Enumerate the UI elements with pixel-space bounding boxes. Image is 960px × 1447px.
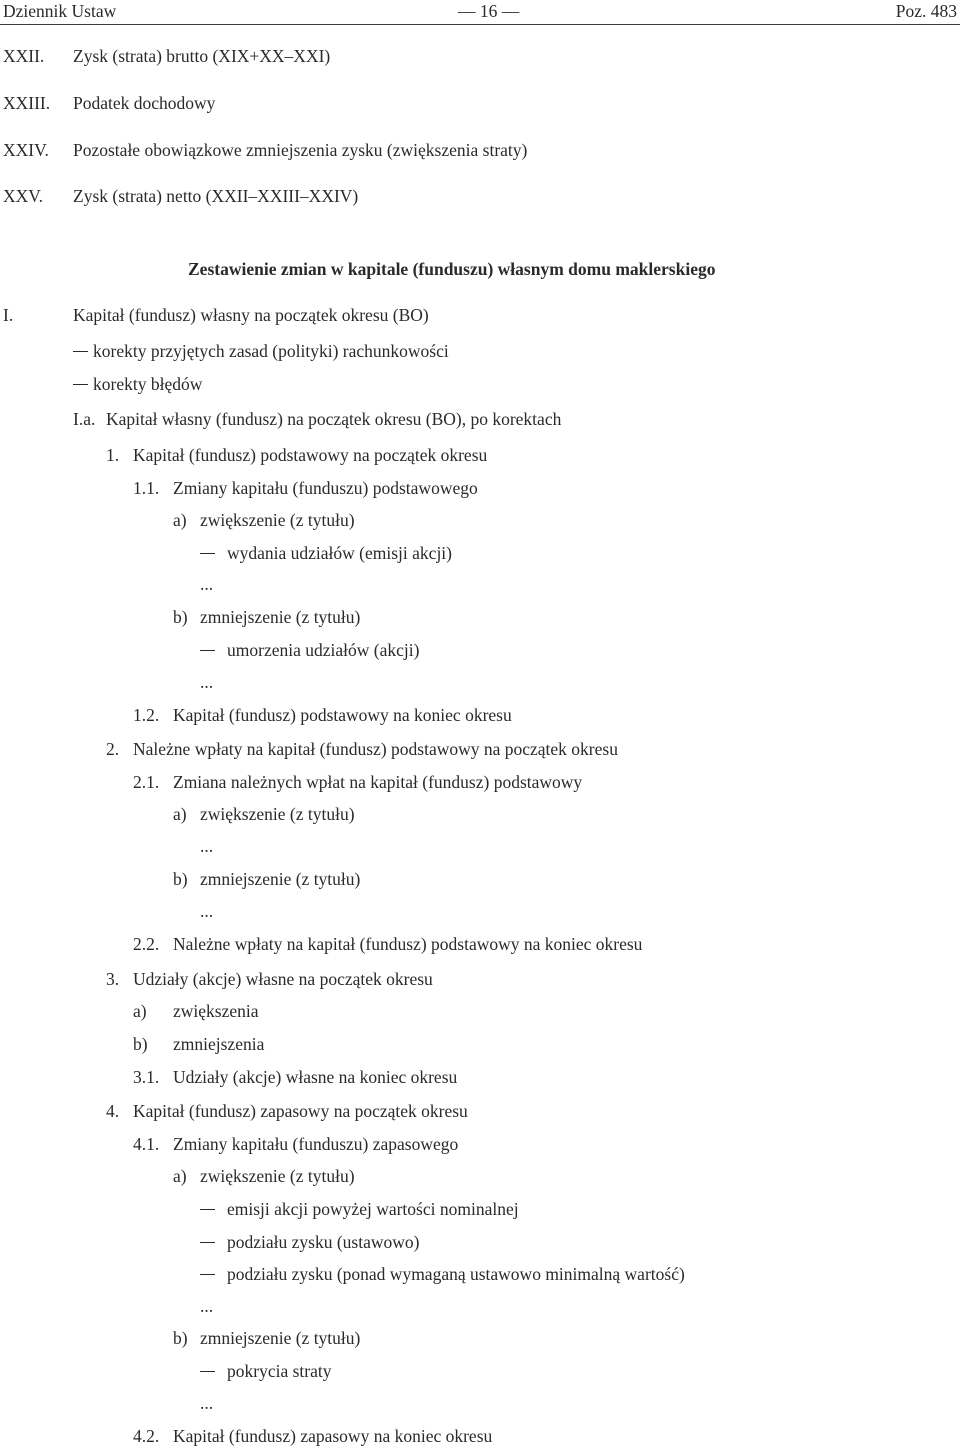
dash-bullet bbox=[200, 650, 215, 651]
row-text: Kapitał własny (fundusz) na początek okresu (BO), po korektach bbox=[106, 409, 562, 429]
row-number: 2.1. bbox=[133, 772, 160, 792]
row-number: 3.1. bbox=[133, 1067, 160, 1087]
row-text: umorzenia udziałów (akcji) bbox=[227, 640, 420, 660]
row-text: Kapitał (fundusz) zapasowy na koniec okresu bbox=[173, 1426, 493, 1446]
dash-bullet bbox=[200, 1242, 215, 1243]
row-text: zwiększenie (z tytułu) bbox=[200, 510, 355, 530]
row-number: 2. bbox=[106, 739, 120, 759]
row-text: Należne wpłaty na kapitał (fundusz) podstawowy na początek okresu bbox=[133, 739, 618, 759]
row-text: emisji akcji powyżej wartości nominalnej bbox=[227, 1199, 519, 1219]
item-number: XXV. bbox=[3, 186, 44, 206]
position-number: Poz. 483 bbox=[895, 1, 957, 21]
row-number: I. bbox=[3, 305, 14, 325]
row-number: a) bbox=[173, 510, 187, 530]
row-number: 3. bbox=[106, 969, 120, 989]
row-text: Zmiany kapitału (funduszu) zapasowego bbox=[173, 1134, 459, 1154]
row-number: 4.2. bbox=[133, 1426, 160, 1446]
dash-bullet bbox=[73, 351, 88, 352]
row-number: 1. bbox=[106, 445, 120, 465]
dash-bullet bbox=[200, 1371, 215, 1372]
item-text: Pozostałe obowiązkowe zmniejszenia zysku (zwiększenia straty) bbox=[73, 140, 528, 160]
row-text: Kapitał (fundusz) własny na początek okresu (BO) bbox=[73, 305, 429, 325]
row-text: Kapitał (fundusz) podstawowy na początek okresu bbox=[133, 445, 488, 465]
item-text: Zysk (strata) brutto (XIX+XX–XXI) bbox=[73, 46, 331, 66]
item-number: XXIV. bbox=[3, 140, 49, 160]
row-text: Kapitał (fundusz) zapasowy na początek okresu bbox=[133, 1101, 468, 1121]
row-text: zwiększenie (z tytułu) bbox=[200, 804, 355, 824]
item-number: XXII. bbox=[3, 46, 45, 66]
ellipsis: ... bbox=[200, 901, 214, 921]
row-number: I.a. bbox=[73, 409, 96, 429]
row-text: podziału zysku (ustawowo) bbox=[227, 1232, 420, 1252]
row-text: Udziały (akcje) własne na początek okresu bbox=[133, 969, 433, 989]
row-number: a) bbox=[133, 1001, 147, 1021]
row-number: 1.2. bbox=[133, 705, 160, 725]
ellipsis: ... bbox=[200, 836, 214, 856]
row-text: Kapitał (fundusz) podstawowy na koniec okresu bbox=[173, 705, 512, 725]
row-text: pokrycia straty bbox=[227, 1361, 332, 1381]
row-number: b) bbox=[173, 607, 188, 627]
row-text: korekty błędów bbox=[93, 374, 203, 394]
row-number: a) bbox=[173, 804, 187, 824]
row-text: zmniejszenie (z tytułu) bbox=[200, 1328, 361, 1348]
row-number: b) bbox=[173, 869, 188, 889]
row-text: wydania udziałów (emisji akcji) bbox=[227, 543, 452, 563]
row-number: 1.1. bbox=[133, 478, 160, 498]
section-title: Zestawienie zmian w kapitale (funduszu) własnym domu maklerskiego bbox=[188, 259, 716, 279]
item-text: Zysk (strata) netto (XXII–XXIII–XXIV) bbox=[73, 186, 359, 206]
row-text: korekty przyjętych zasad (polityki) rachunkowości bbox=[93, 341, 449, 361]
ellipsis: ... bbox=[200, 574, 214, 594]
page-header bbox=[0, 0, 960, 25]
journal-name: Dziennik Ustaw bbox=[3, 1, 117, 21]
dash-bullet bbox=[200, 1209, 215, 1210]
row-text: zwiększenie (z tytułu) bbox=[200, 1166, 355, 1186]
dash-bullet bbox=[73, 384, 88, 385]
row-text: zwiększenia bbox=[173, 1001, 259, 1021]
row-text: Zmiana należnych wpłat na kapitał (fundusz) podstawowy bbox=[173, 772, 583, 792]
row-number: b) bbox=[133, 1034, 148, 1054]
row-number: a) bbox=[173, 1166, 187, 1186]
ellipsis: ... bbox=[200, 1296, 214, 1316]
row-number: 2.2. bbox=[133, 934, 160, 954]
row-text: Udziały (akcje) własne na koniec okresu bbox=[173, 1067, 458, 1087]
row-number: b) bbox=[173, 1328, 188, 1348]
row-number: 4. bbox=[106, 1101, 120, 1121]
dash-bullet bbox=[200, 553, 215, 554]
item-text: Podatek dochodowy bbox=[73, 93, 216, 113]
row-text: zmniejszenie (z tytułu) bbox=[200, 869, 361, 889]
row-text: podziału zysku (ponad wymaganą ustawowo minimalną wartość) bbox=[227, 1264, 685, 1284]
row-text: Zmiany kapitału (funduszu) podstawowego bbox=[173, 478, 478, 498]
row-text: Należne wpłaty na kapitał (fundusz) podstawowy na koniec okresu bbox=[173, 934, 643, 954]
ellipsis: ... bbox=[200, 672, 214, 692]
ellipsis: ... bbox=[200, 1393, 214, 1413]
page-number: — 16 — bbox=[458, 1, 520, 21]
row-text: zmniejszenie (z tytułu) bbox=[200, 607, 361, 627]
row-number: 4.1. bbox=[133, 1134, 160, 1154]
dash-bullet bbox=[200, 1274, 215, 1275]
row-text: zmniejszenia bbox=[173, 1034, 265, 1054]
item-number: XXIII. bbox=[3, 93, 51, 113]
